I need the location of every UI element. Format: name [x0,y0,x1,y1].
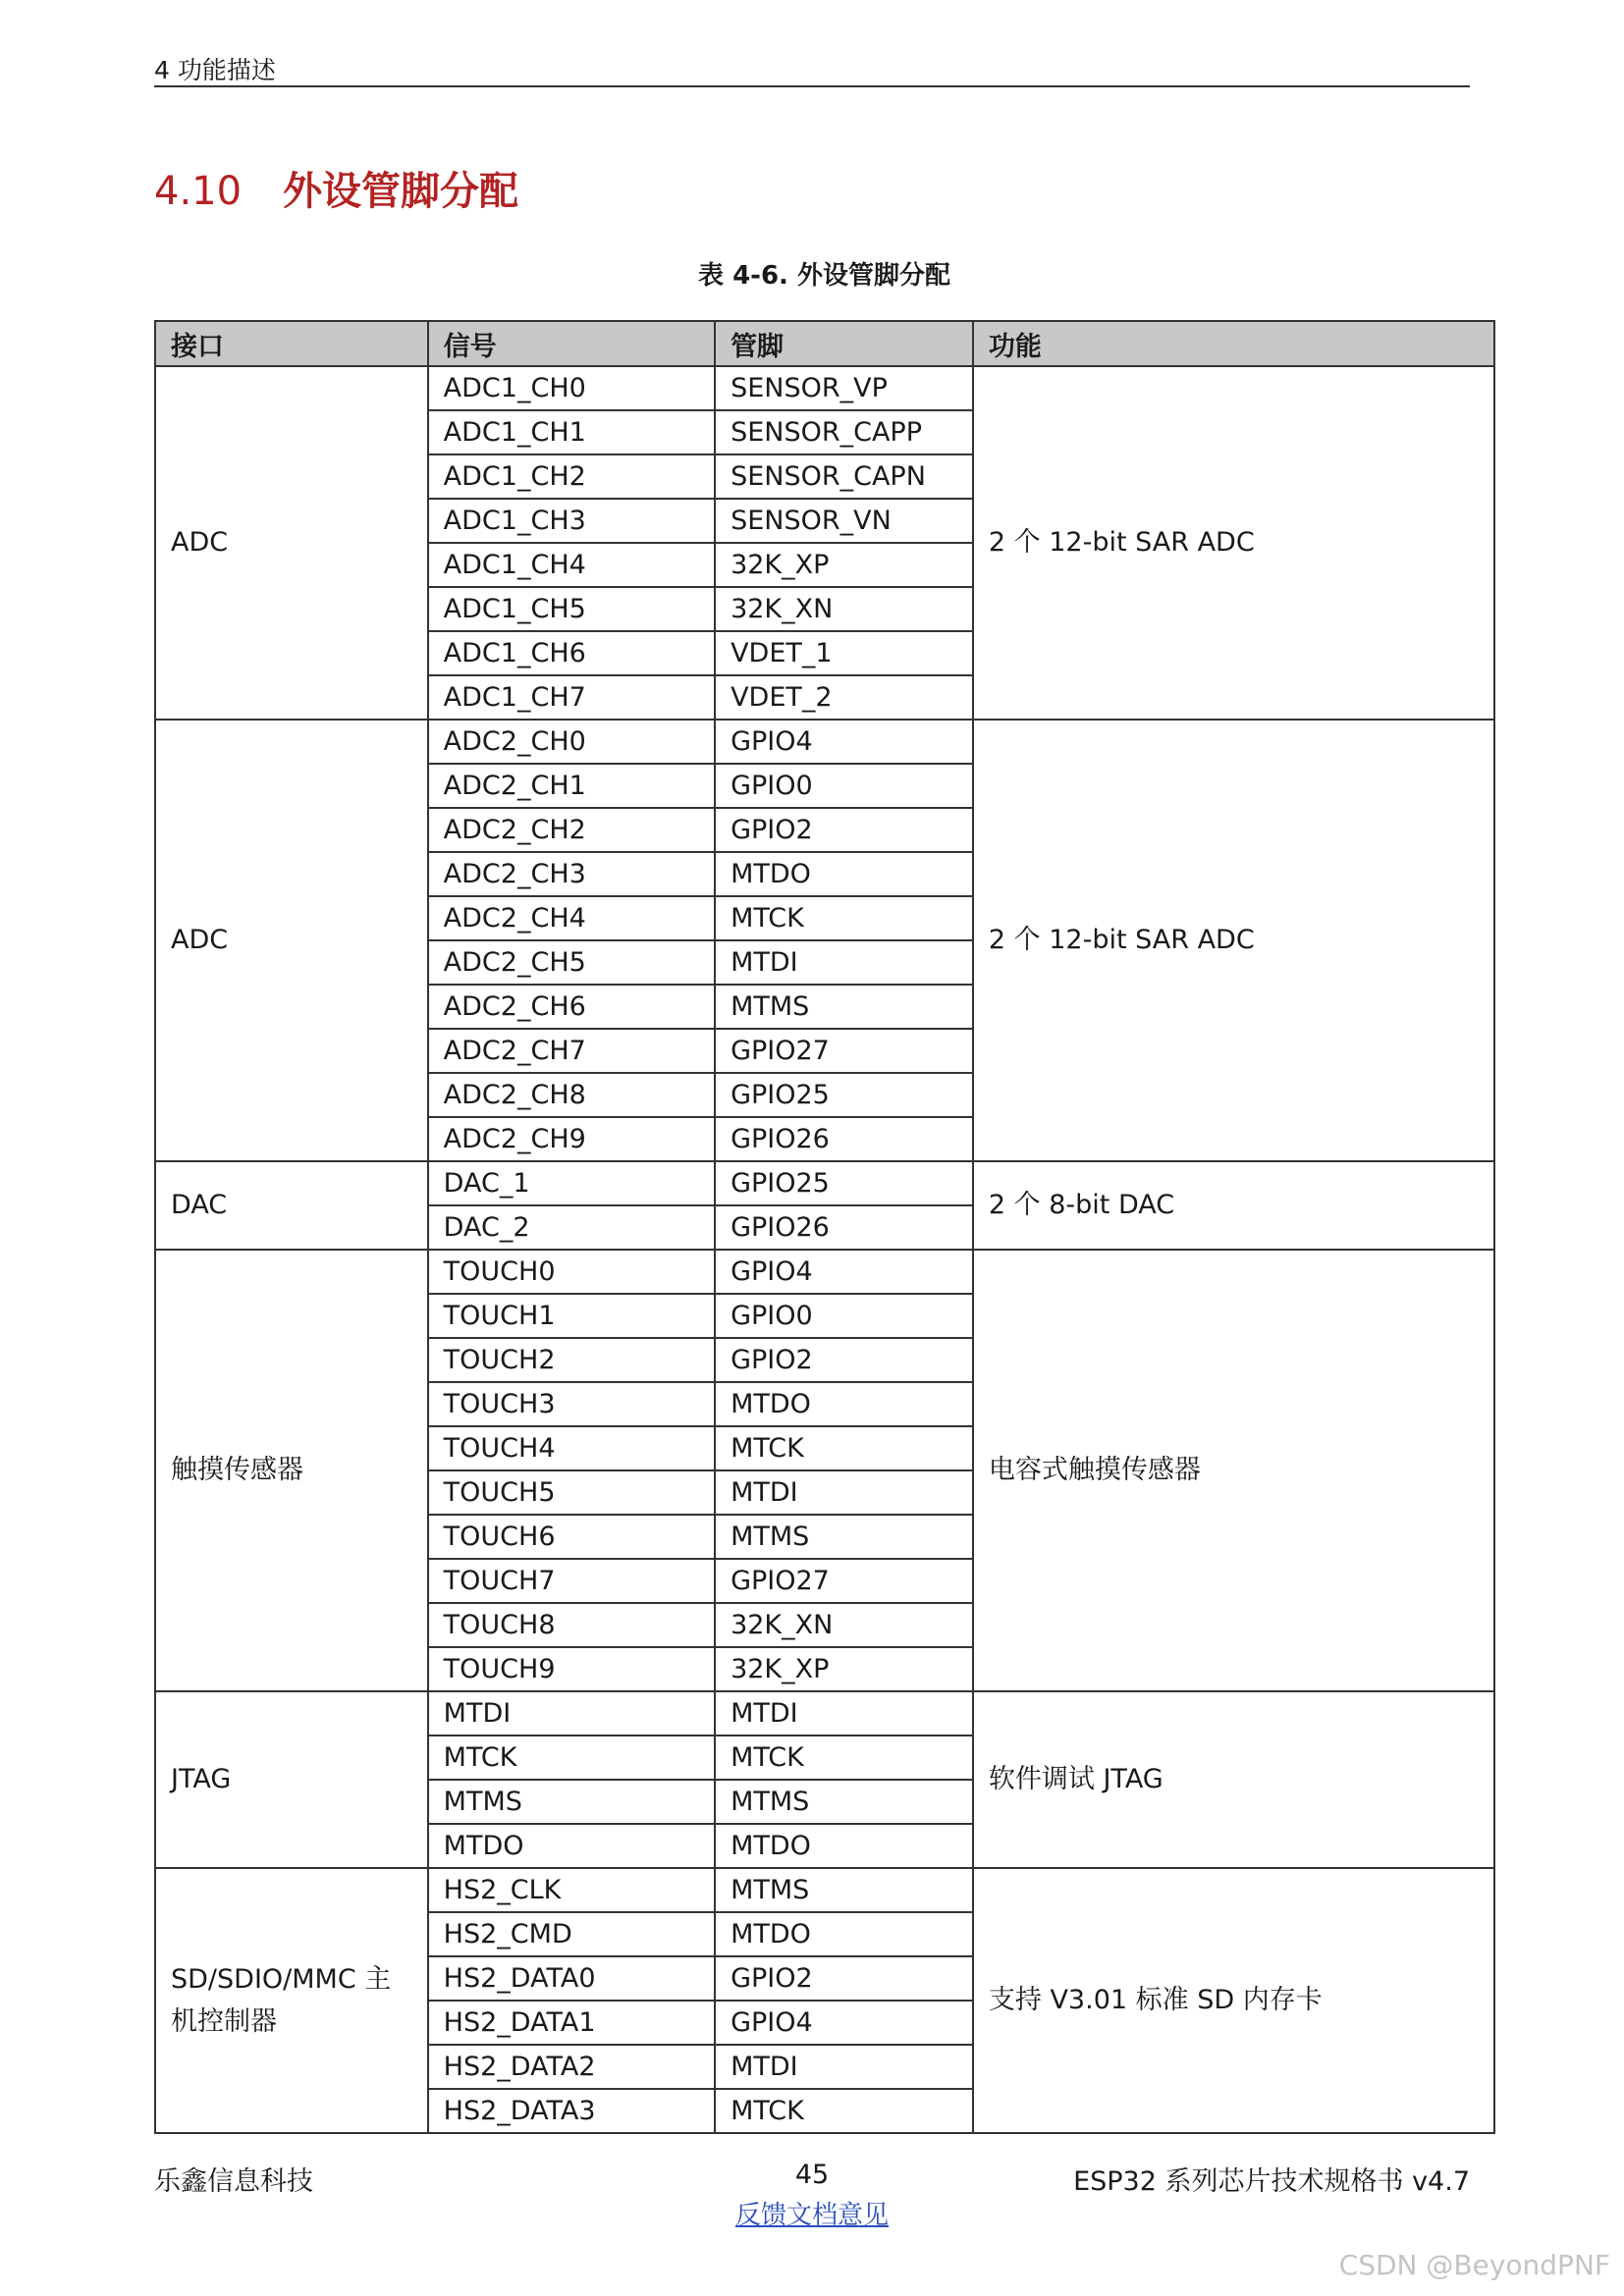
pin-cell: SENSOR_VP [715,366,973,410]
pin-cell: GPIO2 [715,1956,973,2001]
pin-cell: MTDO [715,1824,973,1868]
signal-cell: ADC1_CH2 [428,454,715,499]
signal-cell: MTDO [428,1824,715,1868]
function-cell: 2 个 12-bit SAR ADC [973,720,1494,1161]
interface-cell: JTAG [155,1691,428,1868]
table-header-row [155,321,1494,366]
footer-doc-title: ESP32 系列芯片技术规格书 v4.7 [1073,2166,1470,2197]
signal-cell: TOUCH2 [428,1338,715,1382]
interface-cell: 触摸传感器 [155,1250,428,1691]
pin-cell: GPIO27 [715,1029,973,1073]
table-row [155,366,1494,410]
column-header: 功能 [973,321,1494,366]
pin-cell: VDET_1 [715,631,973,675]
pin-cell: GPIO25 [715,1161,973,1205]
column-header: 信号 [428,321,715,366]
feedback-link[interactable]: 反馈文档意见 [734,2201,889,2230]
signal-cell: ADC2_CH2 [428,808,715,852]
signal-cell: HS2_CLK [428,1868,715,1912]
function-cell: 2 个 12-bit SAR ADC [973,366,1494,720]
function-cell: 软件调试 JTAG [973,1691,1494,1868]
column-header: 管脚 [715,321,973,366]
pin-cell: 32K_XP [715,543,973,587]
signal-cell: MTMS [428,1780,715,1824]
pin-cell: GPIO2 [715,808,973,852]
pin-cell: MTCK [715,1426,973,1470]
signal-cell: ADC1_CH1 [428,410,715,454]
signal-cell: HS2_DATA2 [428,2045,715,2089]
section-number: 4.10 [154,169,243,214]
table-row [155,1868,1494,1912]
pin-cell: GPIO27 [715,1559,973,1603]
function-cell: 支持 V3.01 标准 SD 内存卡 [973,1868,1494,2133]
pin-cell: MTCK [715,1735,973,1780]
header-divider [154,85,1470,87]
signal-cell: ADC2_CH4 [428,896,715,940]
signal-cell: TOUCH0 [428,1250,715,1294]
signal-cell: MTCK [428,1735,715,1780]
signal-cell: ADC2_CH3 [428,852,715,896]
page-number: 45 [794,2160,830,2190]
section-title-text: 外设管脚分配 [283,169,519,214]
table-body [155,366,1494,2133]
running-header: 4 功能描述 [154,56,276,84]
interface-cell: SD/SDIO/MMC 主机控制器 [155,1868,428,2133]
pin-cell: GPIO4 [715,720,973,764]
signal-cell: TOUCH5 [428,1470,715,1515]
section-title [154,160,518,216]
interface-cell: DAC [155,1161,428,1250]
signal-cell: TOUCH6 [428,1515,715,1559]
signal-cell: ADC2_CH9 [428,1117,715,1161]
signal-cell: HS2_DATA0 [428,1956,715,2001]
pin-cell: MTDO [715,1382,973,1426]
peripheral-pin-table [154,320,1495,2134]
signal-cell: ADC2_CH0 [428,720,715,764]
interface-cell: ADC [155,366,428,720]
signal-cell: ADC2_CH6 [428,985,715,1029]
signal-cell: TOUCH1 [428,1294,715,1338]
pin-cell: MTMS [715,1515,973,1559]
watermark: CSDN @BeyondPNF [1338,2249,1610,2281]
pin-cell: SENSOR_CAPN [715,454,973,499]
pin-cell: MTDI [715,1470,973,1515]
signal-cell: ADC2_CH1 [428,764,715,808]
pin-cell: VDET_2 [715,675,973,720]
pin-cell: MTDO [715,1912,973,1956]
pin-cell: 32K_XP [715,1647,973,1691]
pin-cell: GPIO2 [715,1338,973,1382]
function-cell: 电容式触摸传感器 [973,1250,1494,1691]
function-cell: 2 个 8-bit DAC [973,1161,1494,1250]
table-row [155,1161,1494,1205]
table-row [155,1250,1494,1294]
signal-cell: DAC_2 [428,1205,715,1250]
pin-cell: MTDO [715,852,973,896]
pin-cell: MTMS [715,985,973,1029]
pin-cell: SENSOR_VN [715,499,973,543]
signal-cell: ADC1_CH4 [428,543,715,587]
signal-cell: HS2_CMD [428,1912,715,1956]
pin-cell: MTDI [715,1691,973,1735]
pin-cell: 32K_XN [715,1603,973,1647]
pin-cell: MTDI [715,940,973,985]
table-row [155,1691,1494,1735]
signal-cell: ADC1_CH6 [428,631,715,675]
signal-cell: TOUCH4 [428,1426,715,1470]
signal-cell: ADC1_CH3 [428,499,715,543]
pin-cell: SENSOR_CAPP [715,410,973,454]
table-caption: 表 4-6. 外设管脚分配 [698,261,950,291]
pin-cell: GPIO26 [715,1205,973,1250]
signal-cell: MTDI [428,1691,715,1735]
footer-company: 乐鑫信息科技 [154,2166,313,2197]
pin-cell: GPIO25 [715,1073,973,1117]
pin-cell: GPIO0 [715,1294,973,1338]
signal-cell: ADC2_CH7 [428,1029,715,1073]
signal-cell: ADC2_CH5 [428,940,715,985]
pin-cell: MTMS [715,1780,973,1824]
signal-cell: ADC1_CH0 [428,366,715,410]
column-header: 接口 [155,321,428,366]
signal-cell: DAC_1 [428,1161,715,1205]
signal-cell: ADC1_CH5 [428,587,715,631]
pin-cell: MTCK [715,2089,973,2133]
pin-cell: MTCK [715,896,973,940]
signal-cell: HS2_DATA1 [428,2001,715,2045]
table-row [155,720,1494,764]
pin-cell: GPIO4 [715,1250,973,1294]
pin-cell: GPIO26 [715,1117,973,1161]
signal-cell: TOUCH7 [428,1559,715,1603]
signal-cell: TOUCH9 [428,1647,715,1691]
pin-cell: MTMS [715,1868,973,1912]
pin-cell: 32K_XN [715,587,973,631]
pin-cell: MTDI [715,2045,973,2089]
signal-cell: HS2_DATA3 [428,2089,715,2133]
pin-cell: GPIO0 [715,764,973,808]
pin-cell: GPIO4 [715,2001,973,2045]
signal-cell: ADC2_CH8 [428,1073,715,1117]
signal-cell: TOUCH3 [428,1382,715,1426]
signal-cell: ADC1_CH7 [428,675,715,720]
interface-cell: ADC [155,720,428,1161]
signal-cell: TOUCH8 [428,1603,715,1647]
